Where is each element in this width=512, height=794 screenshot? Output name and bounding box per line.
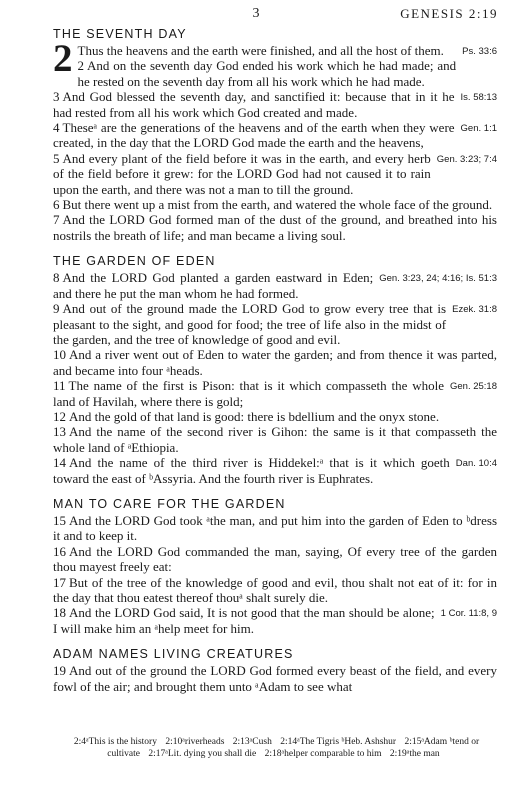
- section: [53, 253, 497, 486]
- footnote: 2:14ᵃThe Tigris ᵇHeb. Ashshur: [280, 737, 397, 747]
- section-heading: MAN TO CARE FOR THE GARDEN: [53, 496, 286, 511]
- footnote: 2:4ᵃThis is the history: [73, 737, 157, 747]
- cross-reference[interactable]: Ps. 33:6: [462, 46, 497, 57]
- verse-text: But there went up a mist from the earth, and watered the whole face of the ground.: [62, 197, 493, 213]
- verse-text: The name of the first is Pison: that is it which compasseth the whole land of Havilah, where there is gold;: [53, 378, 444, 409]
- verse-text: And a river went out of Eden to water the garden; and from thence it was parted, and became into four ᵃheads.: [53, 347, 497, 378]
- verse: [53, 120, 497, 151]
- verse-number: 2: [77, 58, 84, 74]
- footnote: 2:15ᵃAdam ᵇtend or cultivate: [107, 737, 480, 759]
- scripture-text: [53, 26, 497, 704]
- verse-number: 16: [53, 543, 66, 559]
- footnote: 2:19ᵃthe man: [389, 748, 440, 759]
- verse-number: 12: [53, 408, 66, 424]
- verse-number: 19: [53, 663, 66, 679]
- verse-number: 4: [53, 120, 60, 136]
- verse-text: And the gold of that land is good: there is bdellium and the onyx stone.: [69, 408, 440, 424]
- verse: [53, 301, 497, 347]
- verse-number: 5: [53, 150, 60, 166]
- footnote: 2:17ᵃLit. dying you shall die: [148, 748, 257, 759]
- cross-reference[interactable]: Ezek. 31:8: [452, 304, 497, 316]
- verse-number: 3: [53, 89, 60, 105]
- footnote: 2:13ᵃCush: [232, 737, 272, 747]
- running-head: GENESIS 2:19: [400, 6, 498, 21]
- verse-text: And out of the ground made the LORD God to grow every tree that is pleasant to the sight, and good for food; the tree of life also in the midst of the garden, and the tree of knowledge of good and evil.: [53, 301, 447, 347]
- verse-number: 14: [53, 455, 66, 471]
- section: [53, 26, 497, 243]
- verse-text: Thus the heavens and the earth were finished, and all the host of them.: [77, 43, 444, 58]
- verse: [53, 513, 497, 544]
- verse-number: 7: [53, 212, 60, 228]
- verse: [53, 605, 497, 636]
- verse: [53, 212, 497, 243]
- footnotes: [53, 737, 497, 760]
- verse: [53, 544, 497, 575]
- cross-reference[interactable]: Gen. 3:23, 24; 4:16; Is. 51:3: [379, 273, 497, 285]
- verse-text: And the LORD God commanded the man, saying, Of every tree of the garden thou mayest freely eat:: [53, 543, 497, 575]
- verse-text: And God blessed the seventh day, and sanctified it: because that in it he had rested from all his work which God created and made.: [53, 89, 455, 120]
- verse: [53, 378, 497, 409]
- verse-text: And every plant of the field before it was in the earth, and every herb of the field before it grew: for the LORD God had not caused it to rain upon the earth, and there was not a man to till the ground.: [53, 150, 431, 197]
- verse-text: And the LORD God planted a garden eastward in Eden; and there he put the man whom he had formed.: [53, 270, 374, 301]
- verse-text: And the LORD God formed man of the dust of the ground, and breathed into his nostrils the breath of life; and man became a living soul.: [53, 212, 497, 243]
- verse-number: 10: [53, 347, 66, 363]
- verse-text: And the LORD God took ᵃthe man, and put him into the garden of Eden to ᵇdress it and to keep it.: [53, 512, 497, 544]
- verse-text: Theseᵃ are the generations of the heavens and of the earth when they were created, in the day that the LORD God made the earth and the heavens,: [53, 120, 455, 151]
- verse-text: But of the tree of the knowledge of good and evil, thou shalt not eat of it: for in the day that thou eatest thereof thouᵃ shalt surely die.: [53, 574, 497, 605]
- verse-text: And the name of the third river is Hiddekel:ᵃ that is it which goeth toward the east of ᵇAssyria. And the fourth river is Euphrates.: [53, 455, 450, 486]
- footnote: 2:10ᵃriverheads: [165, 737, 225, 747]
- verse-number: 17: [53, 574, 66, 590]
- verse-text: And out of the ground the LORD God formed every beast of the field, and every fowl of the air; and brought them unto ᵃAdam to see what: [53, 663, 497, 694]
- section-heading: ADAM NAMES LIVING CREATURES: [53, 647, 294, 662]
- cross-reference[interactable]: Dan. 10:4: [455, 458, 497, 470]
- verse-text: And on the seventh day God ended his work which he had made; and he rested on the seventh day from all his work which he had made.: [77, 58, 457, 89]
- verse: [53, 270, 497, 301]
- cross-reference[interactable]: 1 Cor. 11:8, 9: [440, 608, 497, 620]
- verse-number: 13: [53, 424, 66, 440]
- cross-reference[interactable]: Gen. 3:23; 7:4: [436, 153, 497, 165]
- verse: [53, 409, 497, 424]
- cross-reference[interactable]: Gen. 1:1: [460, 123, 497, 135]
- section: [53, 646, 497, 694]
- verse: [53, 663, 497, 694]
- section-heading: THE SEVENTH DAY: [53, 27, 187, 41]
- verse: [53, 197, 497, 212]
- verse: [53, 151, 497, 197]
- verse: [53, 89, 497, 120]
- chapter-number: 2: [53, 37, 73, 80]
- section-heading: THE GARDEN OF EDEN: [53, 254, 216, 269]
- verse-number: 9: [53, 301, 60, 317]
- verse: [53, 575, 497, 606]
- verse-number: 8: [53, 270, 60, 286]
- verse-text: And the name of the second river is Gihon: the same is it that compasseth the whole land of ᵃEthiopia.: [53, 424, 497, 455]
- verse-number: 15: [53, 512, 66, 528]
- cross-reference[interactable]: Is. 58:13: [460, 92, 497, 104]
- footnote: 2:18ᵃhelper comparable to him: [264, 748, 382, 759]
- verse: [53, 455, 497, 486]
- verse: [53, 424, 497, 455]
- verse: [53, 347, 497, 378]
- section: [53, 496, 497, 636]
- verse-text: And the LORD God said, It is not good that the man should be alone; I will make him an ᵃhelp meet for him.: [53, 605, 435, 636]
- verse: [53, 58, 497, 89]
- verse-number: 6: [53, 197, 60, 213]
- verse-number: 18: [53, 605, 66, 621]
- cross-reference[interactable]: Gen. 25:18: [449, 381, 497, 393]
- page-number: 3: [252, 6, 260, 21]
- verse-number: 11: [53, 378, 66, 394]
